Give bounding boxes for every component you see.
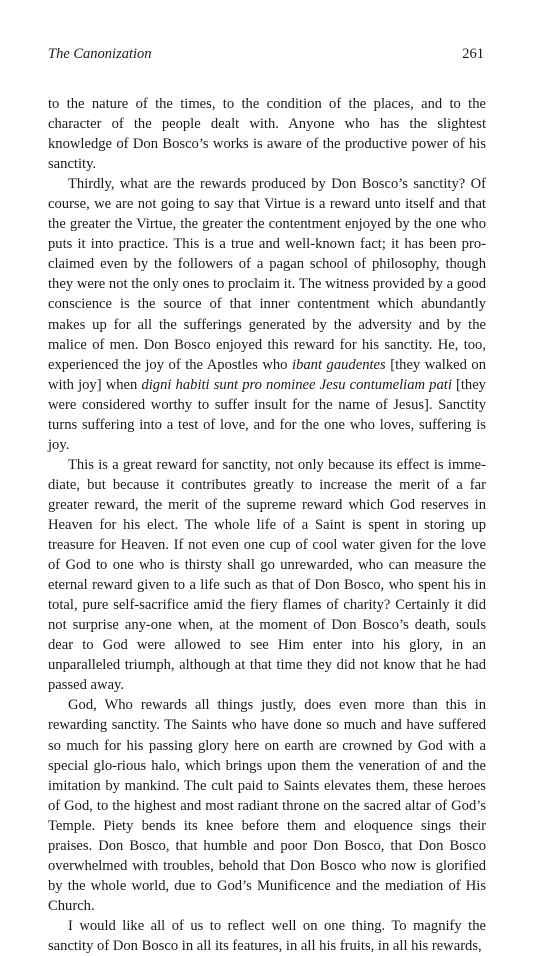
page-number: 261 [462, 46, 484, 62]
paragraph-4: God, Who rewards all things justly, does even more than this in rewarding sanctity. The Saints who have done so much and have suffered so much for his passing glory here on earth are crowned by God with a special glo-rious halo, which brings upon them the veneration of and the imitation by mankind. The cult paid to Saints elevates them, these heroes of God, to the highest and most radiant throne on the sacred altar of God’s Temple. Piety bends its knee before them and eloquence sings their praises. Don Bosco, that humble and poor Don Bosco, that Don Bosco overwhelmed with troubles, behold that Don Bosco who now is glorified by the whole world, due to God’s Munificence and the mediation of His Church. [48, 697, 486, 914]
body-text [48, 94, 486, 956]
paragraph-5: I would like all of us to reflect well on one thing. To magnify the sanctity of Don Bosco in all its features, in all his fruits, in all his rewards, [48, 917, 486, 954]
paragraph-3: This is a great reward for sanctity, not only because its effect is imme-diate, but because it contributes greatly to increase the merit of a far greater reward, the merit of the supreme reward which God reserves in Heaven for his elect. The whole life of a Saint is spent in storing up treasure for Heaven. If not even one cup of cool water given for the love of God to one who is thirsty shall go unrewarded, who can measure the eternal reward given to a life such as that of Don Bosco, who spent his in total, pure self-sacrifice amid the fiery flames of charity? Certainly it did not surprise any-one when, at the moment of Don Bosco’s death, souls dear to God were allowed to see Him enter into his glory, in an unparalleled triumph, although at that time they did not know that he had passed away. [48, 456, 486, 694]
paragraph-1: to the nature of the times, to the condition of the places, and to the character of the people dealt with. Anyone who has the slightest knowledge of Don Bosco’s works is aware of the productive power of his sanctity. [48, 96, 486, 173]
latin-phrase: digni habiti sunt pro nominee Jesu contumeliam pati [141, 376, 452, 393]
chapter-title: The Canonization [48, 46, 152, 62]
latin-phrase: ibant gaudentes [292, 356, 386, 373]
paragraph-2: Thirdly, what are the rewards produced by Don Bosco’s sanctity? Of course, we are not going to say that Virtue is a reward unto itself and that the greater the Virtue, the greater the contentment enjoyed by the one who puts it into practice. This is a true and well-known fact; it has been pro-claimed even by the followers of a pagan school of philosophy, though they were not the only ones to proclaim it. The witness provided by a good conscience is the source of that inner contentment which abundantly makes up for all the sufferings generated by the adversity and by the malice of men. Don Bosco enjoyed this reward for his sanctity. He, too, experienced the joy of the Apostles who ibant gaudentes [they walked on with joy] when digni habiti sunt pro nominee Jesu contumeliam pati [they were considered worthy to suffer insult for the name of Jesus]. Sanctity turns suffering into a test of love, and for the one who loves, suffering is joy. [48, 176, 487, 453]
running-head [48, 46, 484, 66]
